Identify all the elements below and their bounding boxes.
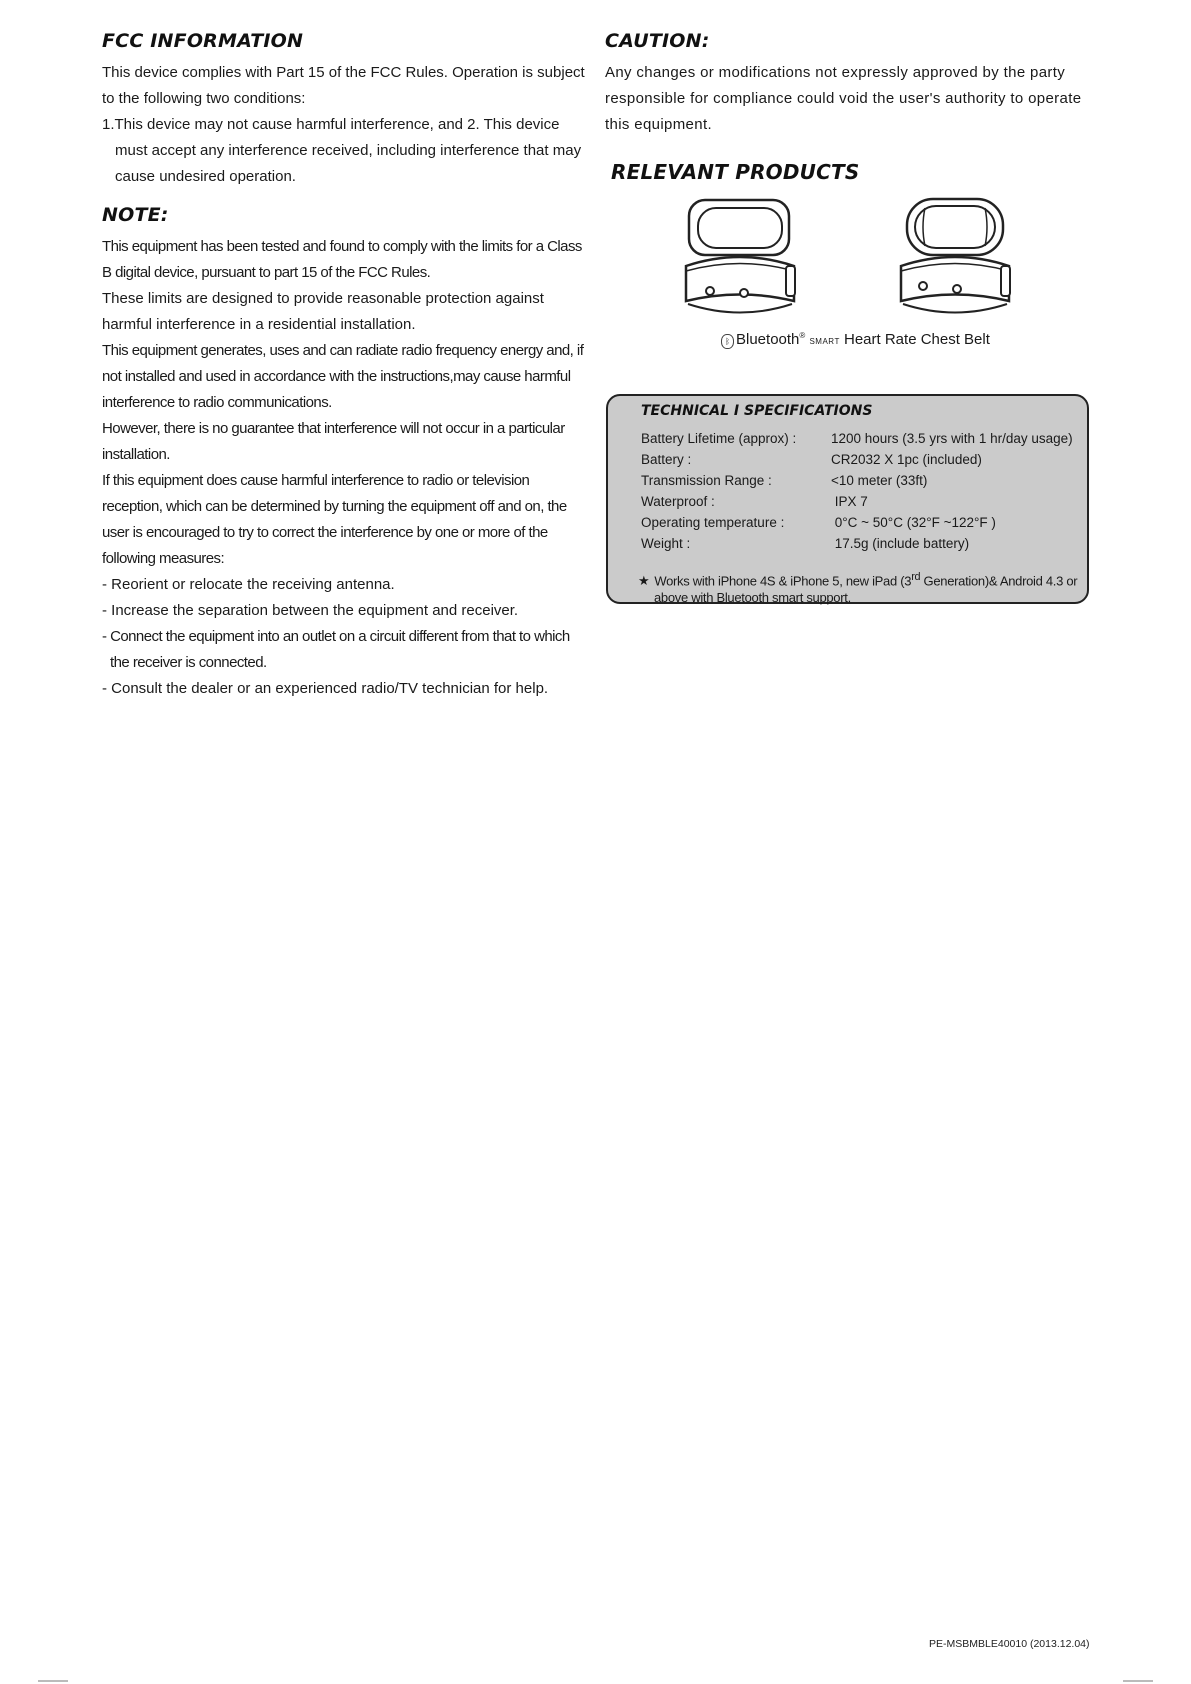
compat-superscript: rd [911,571,921,583]
spec-value: 1200 hours (3.5 yrs with 1 hr/day usage) [831,431,1073,446]
chest-belt-image-1 [680,196,800,321]
note-paragraph-4: However, there is no guarantee that interference will not occur in a particular installation. [102,420,565,463]
fcc-intro: This device complies with Part 15 of the FCC Rules. Operation is subject to the following two conditions: [102,64,585,107]
spec-table [641,428,1073,554]
smart-label: SMART [809,337,840,346]
compat-text-1: Works with iPhone 4S & iPhone 5, new iPad (3 [654,573,912,589]
caution-heading: CAUTION: [605,30,710,52]
product-caption [721,331,990,349]
caution-text: Any changes or modifications not expressly approved by the party responsible for compliance could void the user's authority to operate this equipment. [605,64,1082,133]
star-icon: ★ [638,573,650,589]
spec-value: 0°C ~ 50°C (32°F ~122°F ) [831,515,996,530]
spec-label: Battery : [641,452,692,467]
spec-label: Transmission Range : [641,473,772,488]
bluetooth-brand: Bluetooth [736,331,800,348]
note-bullet-2: - Increase the separation between the equipment and receiver. [102,602,519,619]
document-code: PE-MSBMBLE40010 (2013.12.04) [929,1638,1090,1650]
compat-text-2: Generation)& Android 4.3 or above with Bluetooth smart support. [654,573,1078,606]
spec-label: Waterproof : [641,494,715,509]
relevant-products-heading: RELEVANT PRODUCTS [611,160,860,184]
spec-value: <10 meter (33ft) [831,473,928,488]
left-column [102,30,592,702]
note-heading: NOTE: [102,204,169,226]
spec-heading: TECHNICAL I SPECIFICATIONS [641,403,873,419]
page-edge-mark-left [38,1680,68,1682]
spec-value: CR2032 X 1pc (included) [831,452,982,467]
note-paragraph-1: This equipment has been tested and found to comply with the limits for a Class B digital device, pursuant to part 15 of the FCC Rules. [102,238,582,281]
registered-mark: ® [799,331,806,340]
spec-label: Weight : [641,536,691,551]
spec-row [641,449,1073,470]
spec-label: Operating temperature : [641,515,785,530]
bluetooth-icon: ᛒ [721,334,734,349]
note-paragraph-3: This equipment generates, uses and can radiate radio frequency energy and, if not installed and used in accordance with the instructions,may cause harmful interference to radio communications. [102,342,584,411]
note-paragraph-2: These limits are designed to provide reasonable protection against harmful interference in a residential installation. [102,290,544,333]
fcc-conditions-text: 1.This device may not cause harmful interference, and 2. This device must accept any interference received, including interference that may cause undesired operation. [102,116,582,185]
spec-row [641,491,1073,512]
page-edge-mark-right [1123,1680,1153,1682]
spec-row [641,470,1073,491]
product-images [605,184,1095,344]
spec-row [641,533,1073,554]
spec-row [641,512,1073,533]
right-column [605,30,1095,348]
chest-belt-image-2 [895,196,1015,321]
spec-row [641,428,1073,449]
note-paragraph-5: If this equipment does cause harmful interference to radio or television reception, which can be determined by turning the equipment off and on, the user is encouraged to try to correct the interference by one or more of the following measures: [102,472,567,567]
compatibility-note [638,569,1084,606]
technical-specifications-box [606,394,1089,604]
fcc-heading: FCC INFORMATION [102,30,304,52]
product-name: Heart Rate Chest Belt [844,331,990,348]
note-bullet-1: - Reorient or relocate the receiving antenna. [102,576,395,593]
spec-value: 17.5g (include battery) [831,536,970,551]
spec-value: IPX 7 [831,494,868,509]
note-bullet-4: - Consult the dealer or an experienced radio/TV technician for help. [102,680,549,697]
spec-label: Battery Lifetime (approx) : [641,431,797,446]
note-bullet-3: - Connect the equipment into an outlet on a circuit different from that to which the receiver is connected. [102,628,570,671]
fcc-conditions [102,112,592,190]
